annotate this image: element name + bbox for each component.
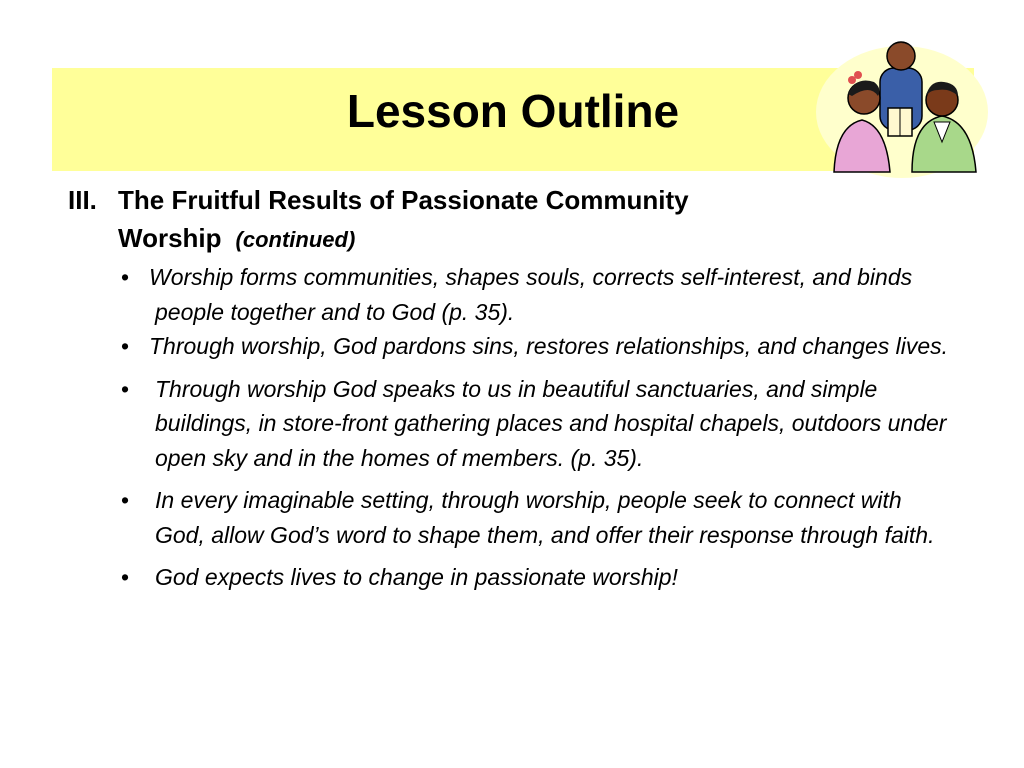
section-heading: [68, 181, 928, 259]
bullet-text: Through worship, God pardons sins, restores relationships, and changes lives.: [149, 333, 949, 359]
bullet-list: [117, 260, 957, 595]
slide-title: Lesson Outline: [346, 85, 680, 137]
bullet-text: God expects lives to change in passionate worship!: [155, 564, 678, 590]
list-item: [117, 260, 957, 329]
bullet-glyph: •: [121, 333, 130, 359]
bullet-text: Through worship God speaks to us in beautiful sanctuaries, and simple buildings, in store-front gathering places and hospital chapels, outdoors under open sky and in the homes of members. (p. 35).: [155, 375, 947, 471]
list-item: [117, 329, 957, 364]
bullet-glyph: •: [121, 375, 130, 402]
bullet-glyph: •: [121, 487, 130, 513]
section-number: III.: [68, 185, 97, 215]
list-item: [117, 372, 957, 476]
worshipping-people-clipart: [812, 30, 992, 180]
section-heading-line2-wrap: [68, 219, 928, 259]
bullet-glyph: •: [121, 564, 130, 590]
bullet-glyph: •: [121, 264, 130, 290]
list-item: [117, 560, 957, 595]
section-heading-line2: Worship: [118, 223, 222, 253]
bullet-text: Worship forms communities, shapes souls, corrects self-interest, and binds people together and to God (p. 35).: [149, 264, 913, 325]
bullet-text: In every imaginable setting, through worship, people seek to connect with God, allow God’s word to shape them, and offer their response through faith.: [155, 487, 935, 548]
continued-note: (continued): [235, 227, 356, 252]
list-item: [117, 483, 957, 552]
section-heading-line1: The Fruitful Results of Passionate Community: [118, 185, 689, 215]
